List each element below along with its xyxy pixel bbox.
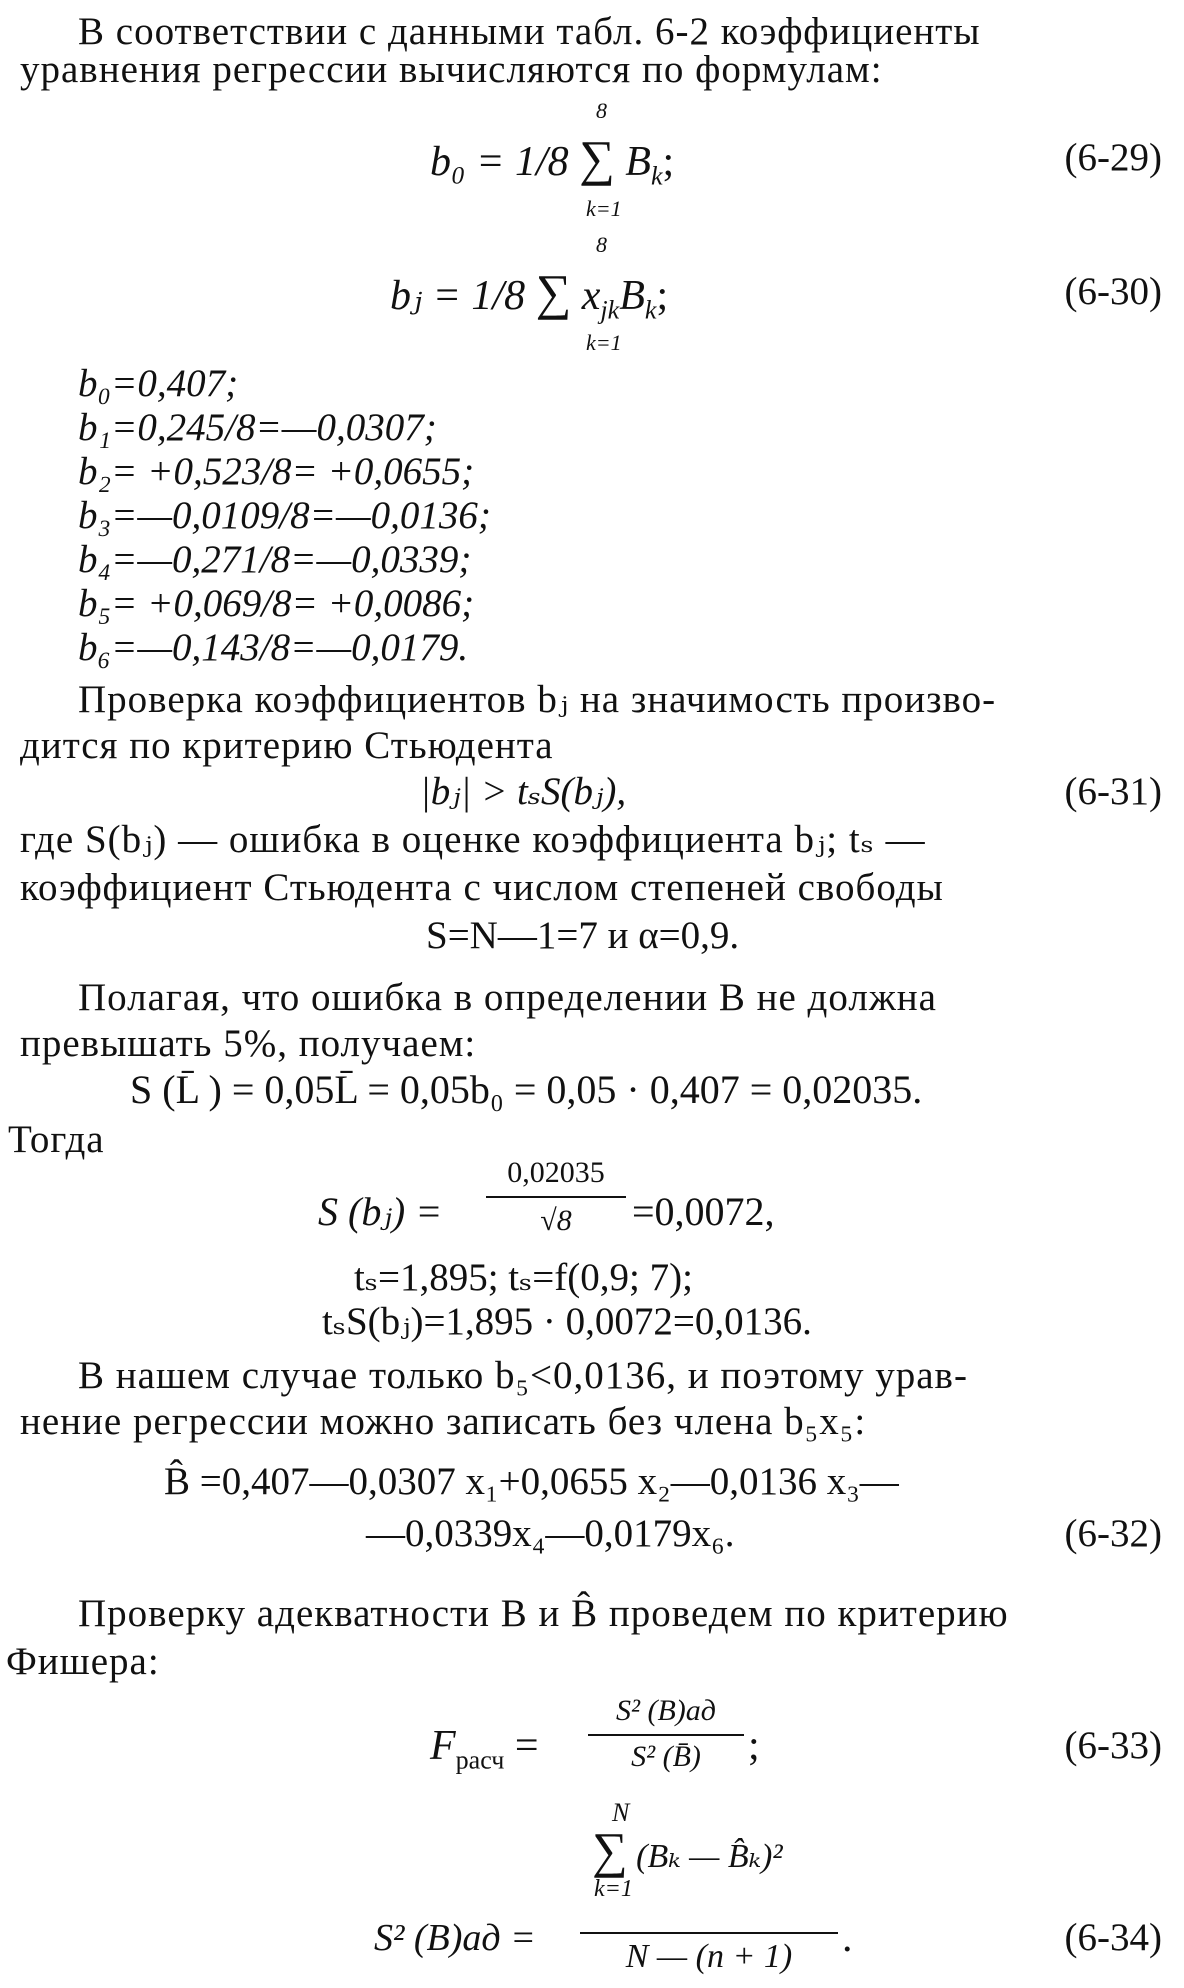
sigma-symbol: ∑ — [592, 1822, 628, 1878]
eq34-sum-upper: N — [612, 1798, 630, 1827]
coef-b0: b₀=0,407; — [78, 362, 239, 405]
coef-b5: b₅= +0,069/8= +0,0086; — [78, 582, 475, 625]
eq-number-6-30: (6-30) — [1064, 270, 1162, 313]
eq31-expression: |bⱼ| > tₛS(bⱼ), — [420, 770, 627, 813]
eq34-left: S² (B)ад = — [374, 1917, 536, 1959]
sbj-right: =0,0072, — [632, 1189, 775, 1234]
student-line-2: дится по критерию Стьюдента — [20, 724, 554, 767]
error-line-1: Полагая, что ошибка в определении B не должна — [78, 976, 937, 1019]
sum-lower-limit: k=1 — [586, 330, 622, 355]
eq30-term-sub: jk — [600, 295, 620, 325]
ts-line-1: tₛ=1,895; tₛ=f(0,9; 7); — [354, 1256, 693, 1299]
eq33-fraction-line — [588, 1734, 744, 1736]
eq32-line-1: B̂ =0,407—0,0307 x₁+0,0655 x₂—0,0136 x₃— — [164, 1460, 899, 1503]
coef-b2: b₂= +0,523/8= +0,0655; — [78, 450, 475, 493]
eq34-fraction-line — [580, 1932, 838, 1934]
then-word: Тогда — [8, 1118, 105, 1161]
sbj-left: S (bⱼ) = — [318, 1189, 443, 1234]
coef-b3: b₃=—0,0109/8=—0,0136; — [78, 494, 491, 537]
eq34-numerator-term: (Bₖ — B̂ₖ)² — [636, 1838, 783, 1875]
sbj-numerator: 0,02035 — [507, 1156, 605, 1189]
where-line-3: S=N—1=7 и α=0,9. — [426, 914, 740, 957]
eq30-term2: B — [619, 273, 645, 319]
eq29-end: ; — [662, 139, 675, 185]
fisher-line-2: Фишера: — [6, 1640, 160, 1683]
sum-upper-limit: 8 — [596, 232, 607, 257]
eq33-denominator: S² (B̄) — [631, 1740, 701, 1773]
where-line-2: коэффициент Стьюдента с числом степеней свободы — [20, 866, 944, 909]
eq34-denominator: N — (n + 1) — [625, 1938, 793, 1975]
error-line-3: S (L̄ ) = 0,05L̄ = 0,05b₀ = 0,05 · 0,407 = 0,02035. — [130, 1067, 923, 1112]
f-subscript: расч — [455, 1745, 505, 1775]
eq29-term-sub: k — [650, 161, 663, 191]
eq30-left: bⱼ = 1/8 — [390, 273, 526, 319]
eq32-line-2: —0,0339x₄—0,0179x₆. — [366, 1512, 735, 1555]
eq-number-6-29: (6-29) — [1064, 136, 1162, 179]
intro-line-1: В соответствии с данными табл. 6-2 коэффициенты — [78, 10, 981, 53]
sbj-denominator: √8 — [540, 1204, 572, 1237]
eq-number-6-34: (6-34) — [1064, 1916, 1162, 1959]
eq-number-6-32: (6-32) — [1064, 1512, 1162, 1555]
error-line-2: превышать 5%, получаем: — [20, 1022, 477, 1065]
eq33-numerator: S² (B)ад — [616, 1694, 716, 1727]
case-line-2: нение регрессии можно записать без члена b₅x₅: — [20, 1400, 867, 1443]
eq-number-6-31: (6-31) — [1064, 770, 1162, 813]
eq33-equals: = — [514, 1723, 539, 1769]
fisher-line-1: Проверку адекватности B и B̂ проведем по критерию — [78, 1592, 1009, 1635]
eq30-term2-sub: k — [644, 295, 657, 325]
eq34-end: . — [842, 1915, 853, 1961]
eq33-end: ; — [748, 1723, 760, 1769]
eq29-left: b₀ = 1/8 — [430, 139, 569, 185]
case-line-1: В нашем случае только b₅<0,0136, и поэтому урав- — [78, 1354, 968, 1397]
coef-b1: b₁=0,245/8=—0,0307; — [78, 406, 437, 449]
ts-line-2: tₛS(bⱼ)=1,895 · 0,0072=0,0136. — [322, 1300, 812, 1343]
eq30-term: x — [581, 273, 601, 319]
student-line-1: Проверка коэффициентов bⱼ на значимость произво- — [78, 678, 997, 721]
sigma-symbol: ∑ — [535, 264, 572, 320]
eq34-sum-lower: k=1 — [594, 1876, 633, 1902]
where-line-1: где S(bⱼ) — ошибка в оценке коэффициента bⱼ; tₛ — — [20, 818, 926, 861]
eq30-end: ; — [656, 273, 669, 319]
sbj-fraction-line — [486, 1196, 626, 1198]
eq29-term: B — [625, 139, 651, 185]
coef-b6: b₆=—0,143/8=—0,0179. — [78, 626, 469, 669]
coef-b4: b₄=—0,271/8=—0,0339; — [78, 538, 472, 581]
sum-lower-limit: k=1 — [586, 196, 622, 221]
f-symbol: F — [430, 1723, 456, 1769]
sigma-symbol: ∑ — [579, 130, 615, 186]
eq-number-6-33: (6-33) — [1064, 1724, 1162, 1767]
intro-line-2: уравнения регрессии вычисляются по формулам: — [20, 48, 883, 91]
sum-upper-limit: 8 — [596, 98, 607, 123]
